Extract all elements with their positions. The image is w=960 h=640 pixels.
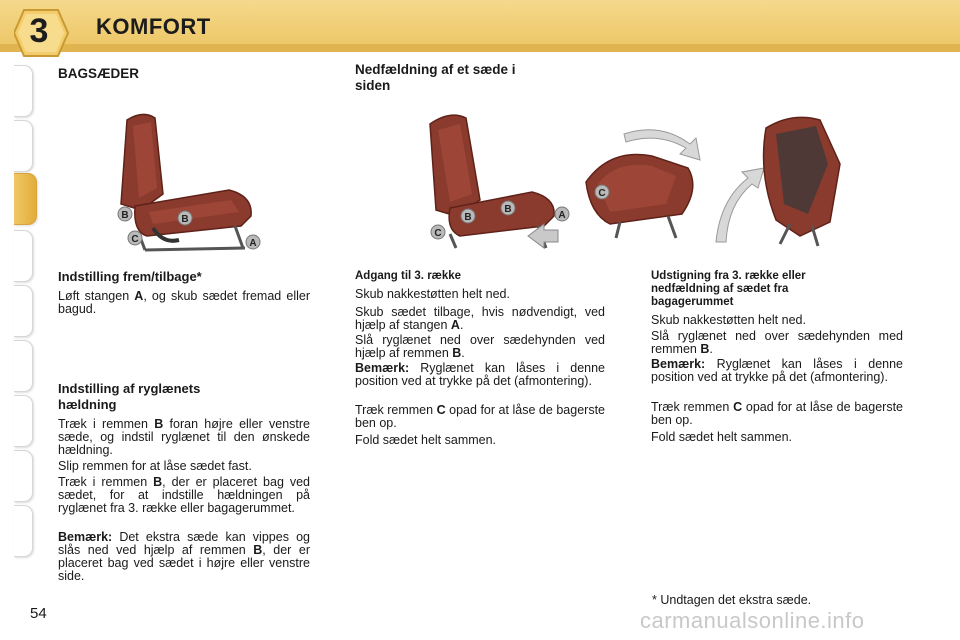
ref-a: A xyxy=(450,318,460,332)
callout-c-2: C xyxy=(598,188,606,199)
access-p3 xyxy=(355,334,605,360)
text-run: Det ekstra sæde kan vippes og slås ned ved hjælp af remmen xyxy=(58,530,310,557)
callout-c-1: C xyxy=(434,228,442,239)
chapter-tab-7[interactable] xyxy=(14,395,33,447)
callout-a: A xyxy=(249,238,257,249)
access-p2 xyxy=(355,306,605,332)
note-label: Bemærk: xyxy=(651,357,706,371)
ref-b: B xyxy=(253,543,263,557)
chapter-number: 3 xyxy=(29,12,49,50)
heading-exit-line2: nedfældning af sædet fra xyxy=(651,283,789,295)
text-run: . xyxy=(709,342,713,356)
exit-p4: Fold sædet helt sammen. xyxy=(651,430,793,444)
heading-exit-line3: bagagerummet xyxy=(651,296,734,308)
text-run: , der er placeret bag ved sædet, for at indstille hældningen på ryglænet fra 3. række eller bagagerummet. xyxy=(58,475,310,515)
text-run: Slå ryglænet ned over sædehynden ved hjælp af remmen xyxy=(355,333,605,360)
text-run: , der er placeret bag ved sædet i højre eller venstre side. xyxy=(58,543,310,583)
ref-b: B xyxy=(700,342,710,356)
seat-fold-illustration xyxy=(420,104,850,254)
access-p1: Skub nakkestøtten helt ned. xyxy=(355,287,510,301)
exit-note xyxy=(651,358,903,384)
heading-backrest-line1: Indstilling af ryglænets xyxy=(58,381,201,396)
text-run: Træk remmen xyxy=(651,400,734,414)
backrest-p3 xyxy=(58,476,310,515)
callout-b-right: B xyxy=(181,214,189,225)
heading-forward-back: Indstilling frem/tilbage* xyxy=(58,269,202,284)
section-title-fold-line1: Nedfældning af et sæde i xyxy=(355,62,516,77)
exit-p1: Skub nakkestøtten helt ned. xyxy=(651,313,806,327)
heading-backrest-line2: hældning xyxy=(58,397,117,412)
callout-b-2: B xyxy=(504,204,512,215)
chapter-tab-1[interactable] xyxy=(14,65,33,117)
chapter-tab-2[interactable] xyxy=(14,120,33,172)
backrest-note xyxy=(58,531,310,583)
backrest-p1 xyxy=(58,418,310,457)
page-number: 54 xyxy=(30,605,47,622)
text-run: . xyxy=(459,318,464,332)
callout-c: C xyxy=(131,234,139,245)
ref-c: C xyxy=(733,400,743,414)
heading-access-row3: Adgang til 3. række xyxy=(355,270,462,282)
section-title-rear-seats: BAGSÆDER xyxy=(58,66,140,81)
footnote: * Undtagen det ekstra sæde. xyxy=(652,593,812,607)
text-run: opad for at låse de bagerste ben op. xyxy=(355,403,605,430)
exit-p2 xyxy=(651,330,903,356)
text-run: . xyxy=(461,346,465,360)
exit-p3 xyxy=(651,401,903,427)
chapter-tab-3-active[interactable] xyxy=(14,173,37,225)
access-p5: Fold sædet helt sammen. xyxy=(355,433,497,447)
header-shade xyxy=(0,44,960,52)
callout-b-left: B xyxy=(121,210,129,221)
curved-arrow-up-icon xyxy=(716,168,764,242)
callout-a-1: A xyxy=(558,210,566,221)
chapter-tabs xyxy=(0,65,40,585)
chapter-tab-9[interactable] xyxy=(14,505,33,557)
text-run: Træk i remmen xyxy=(58,417,155,431)
watermark: carmanualsonline.info xyxy=(640,608,865,633)
text-run: Træk i remmen xyxy=(58,475,154,489)
access-note xyxy=(355,362,605,388)
text-run: Slå ryglænet ned over sædehynden med remmen xyxy=(651,329,903,356)
page-title: KOMFORT xyxy=(96,14,211,39)
chapter-tab-5[interactable] xyxy=(14,285,33,337)
ref-c: C xyxy=(436,403,446,417)
text-run: foran højre eller venstre sæde, og indstil ryglænet til den ønskede hældning. xyxy=(58,417,310,457)
text-run: Skub sædet tilbage, hvis nødvendigt, ved hjælp af stangen xyxy=(355,305,605,332)
note-label: Bemærk: xyxy=(355,361,410,375)
chapter-tab-4[interactable] xyxy=(14,230,33,282)
text-run: opad for at låse de bagerste ben op. xyxy=(651,400,903,427)
section-title-fold-line2: siden xyxy=(355,78,391,93)
heading-exit-line1: Udstigning fra 3. række eller xyxy=(651,270,806,282)
ref-a: A xyxy=(134,289,144,303)
text-run: Ryglænet kan låses i denne position ved at trykke på det (afmontering). xyxy=(355,361,605,388)
ref-b: B xyxy=(452,346,462,360)
text-run: Træk remmen xyxy=(355,403,437,417)
chapter-tab-8[interactable] xyxy=(14,450,33,502)
text-run: Løft stangen xyxy=(58,289,135,303)
access-p4 xyxy=(355,404,605,430)
ref-b: B xyxy=(154,417,164,431)
seat-adjust-illustration xyxy=(105,108,270,258)
callout-b-1: B xyxy=(464,212,472,223)
forward-back-text xyxy=(58,290,310,316)
note-label: Bemærk: xyxy=(58,530,113,544)
backrest-p2: Slip remmen for at låse sædet fast. xyxy=(58,459,252,473)
chapter-tab-6[interactable] xyxy=(14,340,33,392)
text-run: Ryglænet kan låses i denne position ved at trykke på det (afmontering). xyxy=(651,357,903,384)
text-run: , og skub sædet fremad eller bagud. xyxy=(58,289,310,316)
ref-b: B xyxy=(153,475,163,489)
